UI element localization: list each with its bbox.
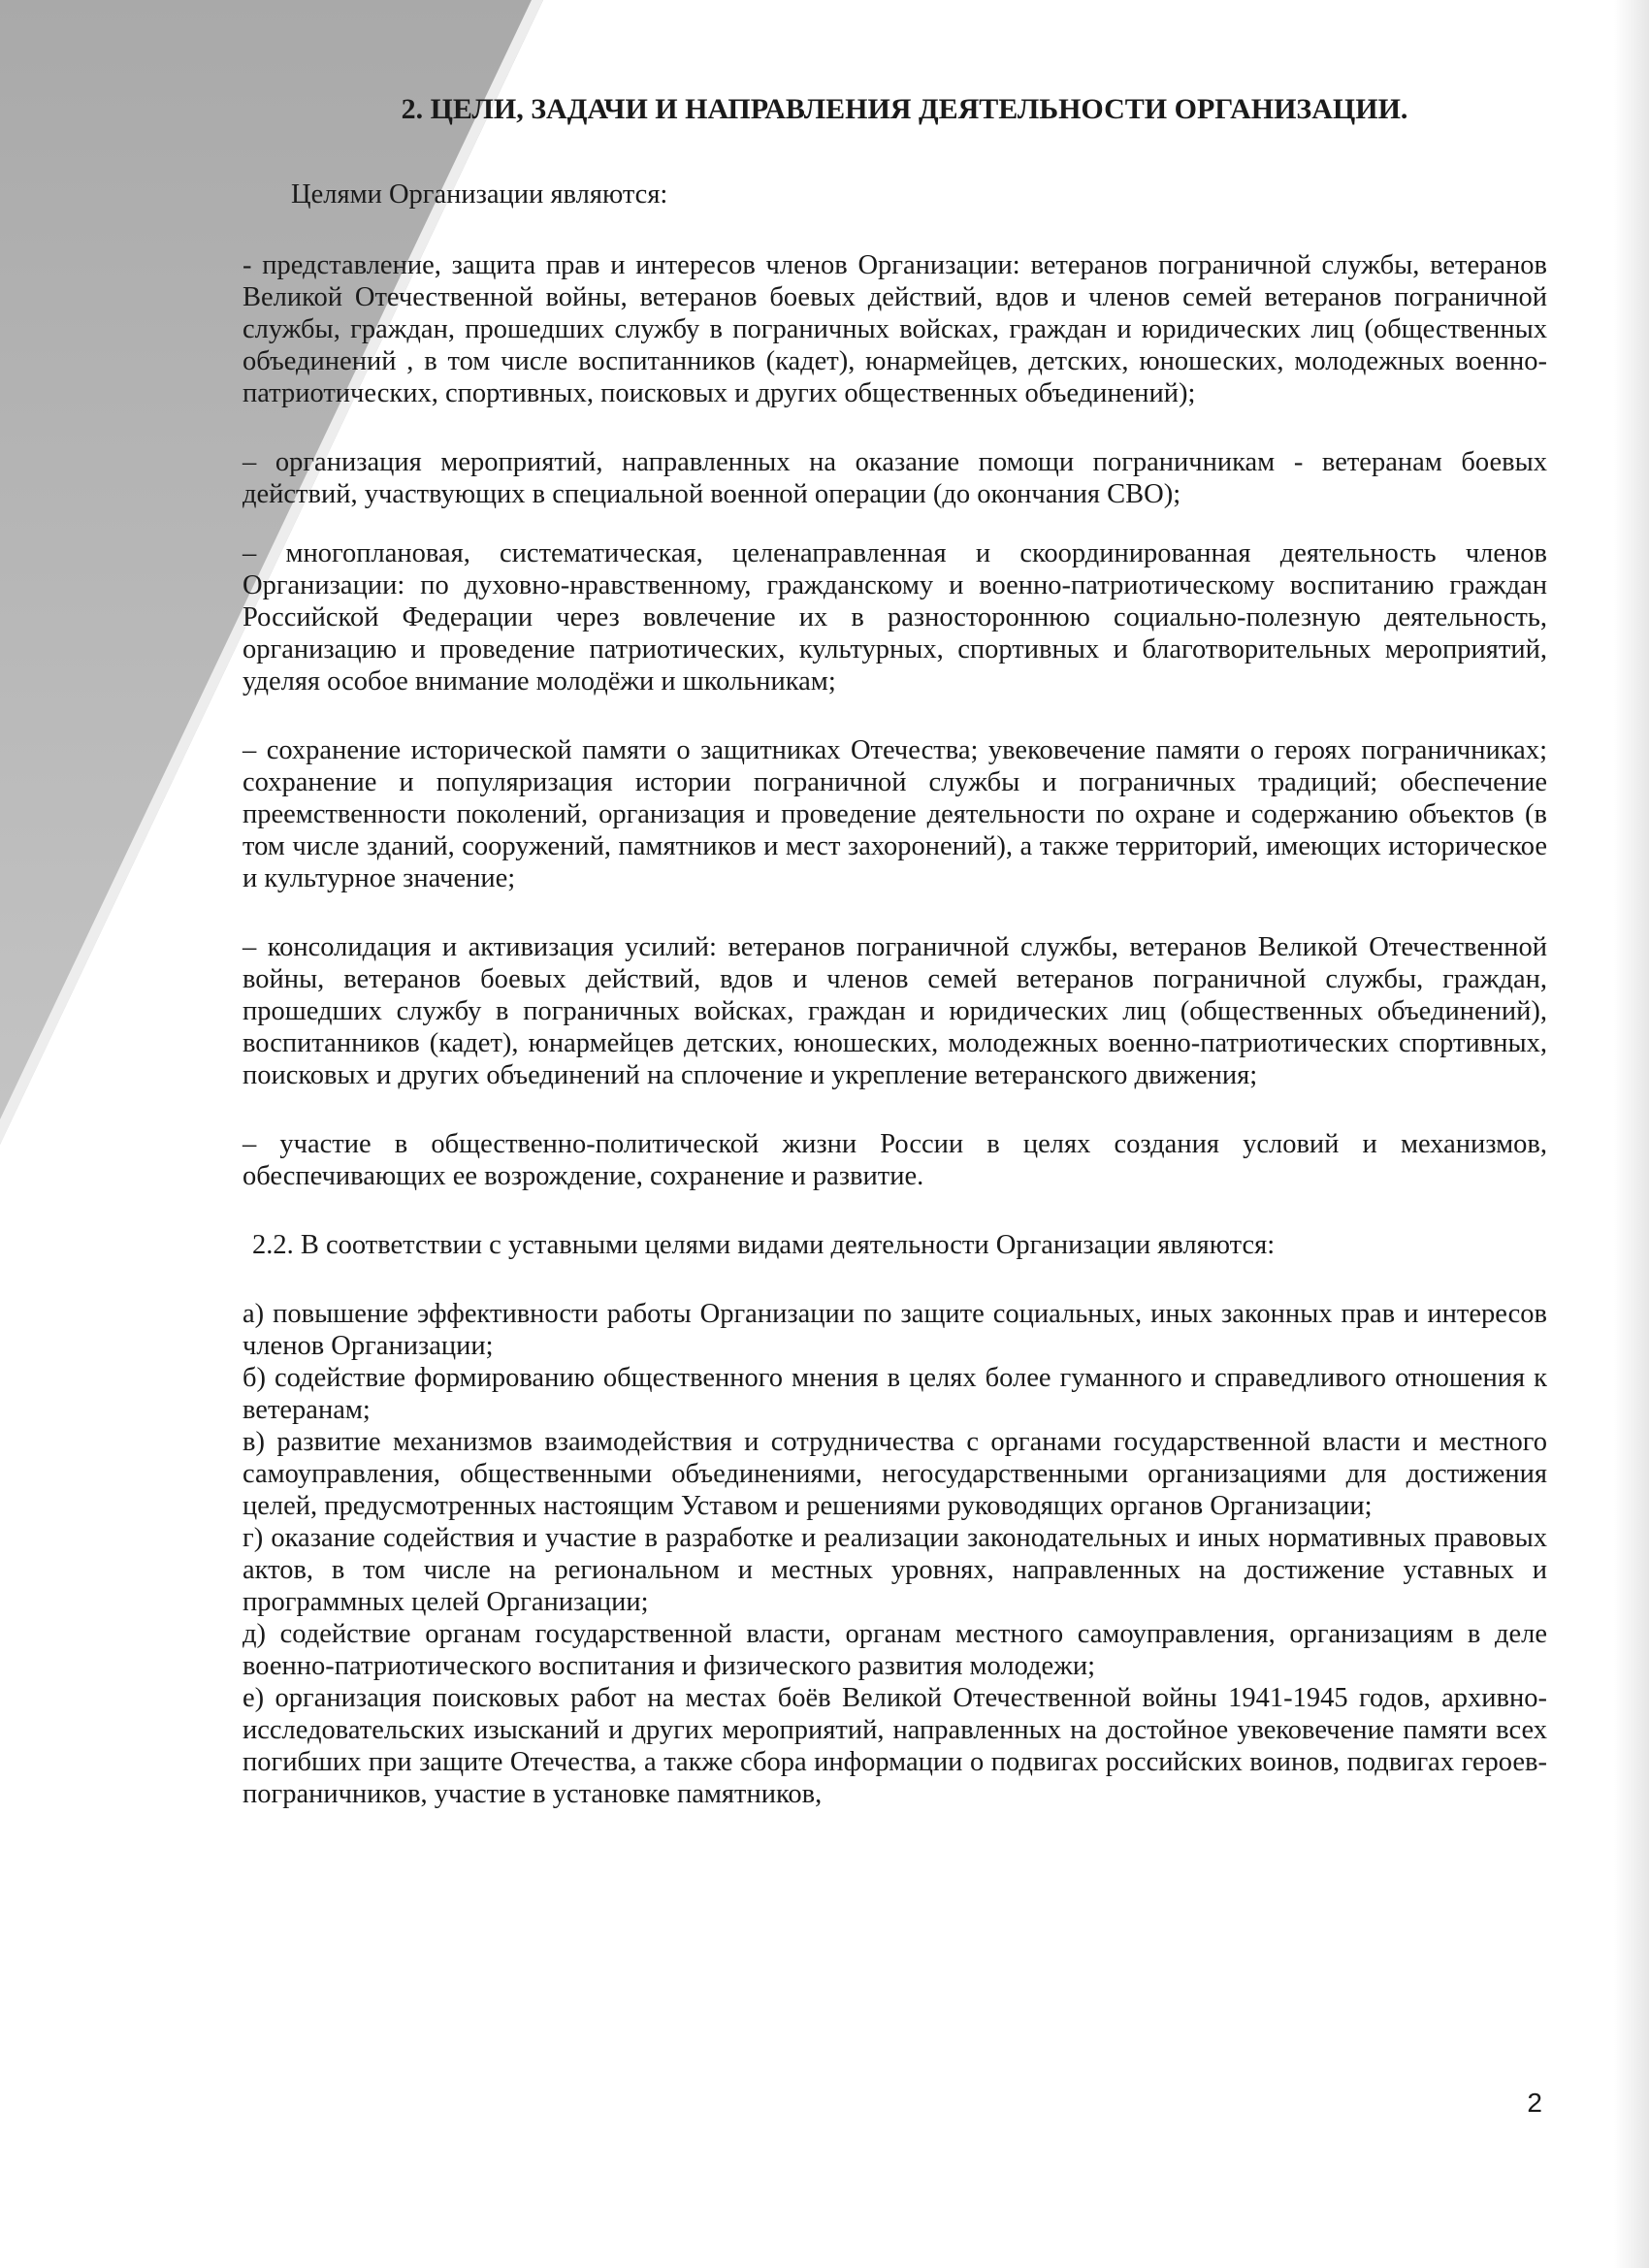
goal-item-2: – организация мероприятий, направленных на оказание помощи пограничникам - ветеранам боевых действий, участвующих в специальной военной операции (до окончания СВО); (242, 447, 1547, 509)
goal-item-6: – участие в общественно-политической жизни России в целях создания условий и механизмов, обеспечивающих ее возрождение, сохранение и развитие. (242, 1129, 1547, 1191)
activity-item-v: в) развитие механизмов взаимодействия и сотрудничества с органами государственной власти и местного самоуправления, общественными объединениями, негосударственными организациями для достижения целей, предусмотренных настоящим Уставом и решениями руководящих органов Организации; (242, 1427, 1547, 1521)
document-body (242, 93, 1547, 1810)
activity-item-g: г) оказание содействия и участие в разработке и реализации законодательных и иных нормативных правовых актов, в том числе на региональном и местных уровнях, направленных на достижение уставных и программных целей Организации; (242, 1523, 1547, 1617)
activities-intro: 2.2. В соответствии с уставными целями видами деятельности Организации являются: (252, 1230, 1276, 1260)
scan-edge-shadow (1614, 0, 1649, 2268)
section-title: 2. ЦЕЛИ, ЗАДАЧИ И НАПРАВЛЕНИЯ ДЕЯТЕЛЬНОСТИ ОРГАНИЗАЦИИ. (401, 93, 1408, 125)
activity-item-a: а) повышение эффективности работы Организации по защите социальных, иных законных прав и интересов членов Организации; (242, 1299, 1547, 1361)
activity-item-b: б) содействие формированию общественного мнения в целях более гуманного и справедливого отношения к ветеранам; (242, 1363, 1547, 1425)
goals-intro: Целями Организации являются: (291, 179, 668, 210)
goal-item-1: - представление, защита прав и интересов членов Организации: ветеранов пограничной службы, ветеранов Великой Отечественной войны, ветеранов боевых действий, вдов и членов семей ветеранов пограничной службы, граждан, прошедших службу в пограничных войсках, граждан и юридических лиц (общественных объединений , в том числе воспитанников (кадет), юнармейцев, детских, юношеских, молодежных военно-патриотических, спортивных, поисковых и других общественных объединений); (242, 250, 1547, 408)
activity-item-e: е) организация поисковых работ на местах боёв Великой Отечественной войны 1941-1945 годов, архивно-исследовательских изысканий и других мероприятий, направленных на достойное увековечение памяти всех погибших при защите Отечества, а также сбора информации о подвигах российских воинов, подвигах героев-пограничников, участие в установке памятников, (242, 1683, 1547, 1809)
page-number: 2 (1527, 2088, 1542, 2118)
goal-item-5: – консолидация и активизация усилий: ветеранов пограничной службы, ветеранов Великой Отечественной войны, ветеранов боевых действий, вдов и членов семей ветеранов пограничной службы, граждан, прошедших службу в пограничных войсках, граждан и юридических лиц (общественных объединений), воспитанников (кадет), юнармейцев детских, юношеских, молодежных военно-патриотических спортивных, поисковых и других объединений на сплочение и укрепление ветеранского движения; (242, 932, 1547, 1090)
activities-list (242, 1298, 1547, 1810)
goal-item-3: – многоплановая, систематическая, целенаправленная и скоординированная деятельность членов Организации: по духовно-нравственному, гражданскому и военно-патриотическому воспитанию граждан Российской Федерации через вовлечение их в разностороннюю социально-полезную деятельность, организацию и проведение патриотических, культурных, спортивных и благотворительных мероприятий, уделяя особое внимание молодёжи и школьникам; (242, 538, 1547, 697)
activity-item-d: д) содействие органам государственной власти, органам местного самоуправления, организациям в деле военно-патриотического воспитания и физического развития молодежи; (242, 1619, 1547, 1681)
goal-item-4: – сохранение исторической памяти о защитниках Отечества; увековечение памяти о героях пограничниках; сохранение и популяризация истории пограничной службы и пограничных традиций; обеспечение преемственности поколений, организация и проведение деятельности по охране и содержанию объектов (в том числе зданий, сооружений, памятников и мест захоронений), а также территорий, имеющих историческое и культурное значение; (242, 735, 1547, 893)
